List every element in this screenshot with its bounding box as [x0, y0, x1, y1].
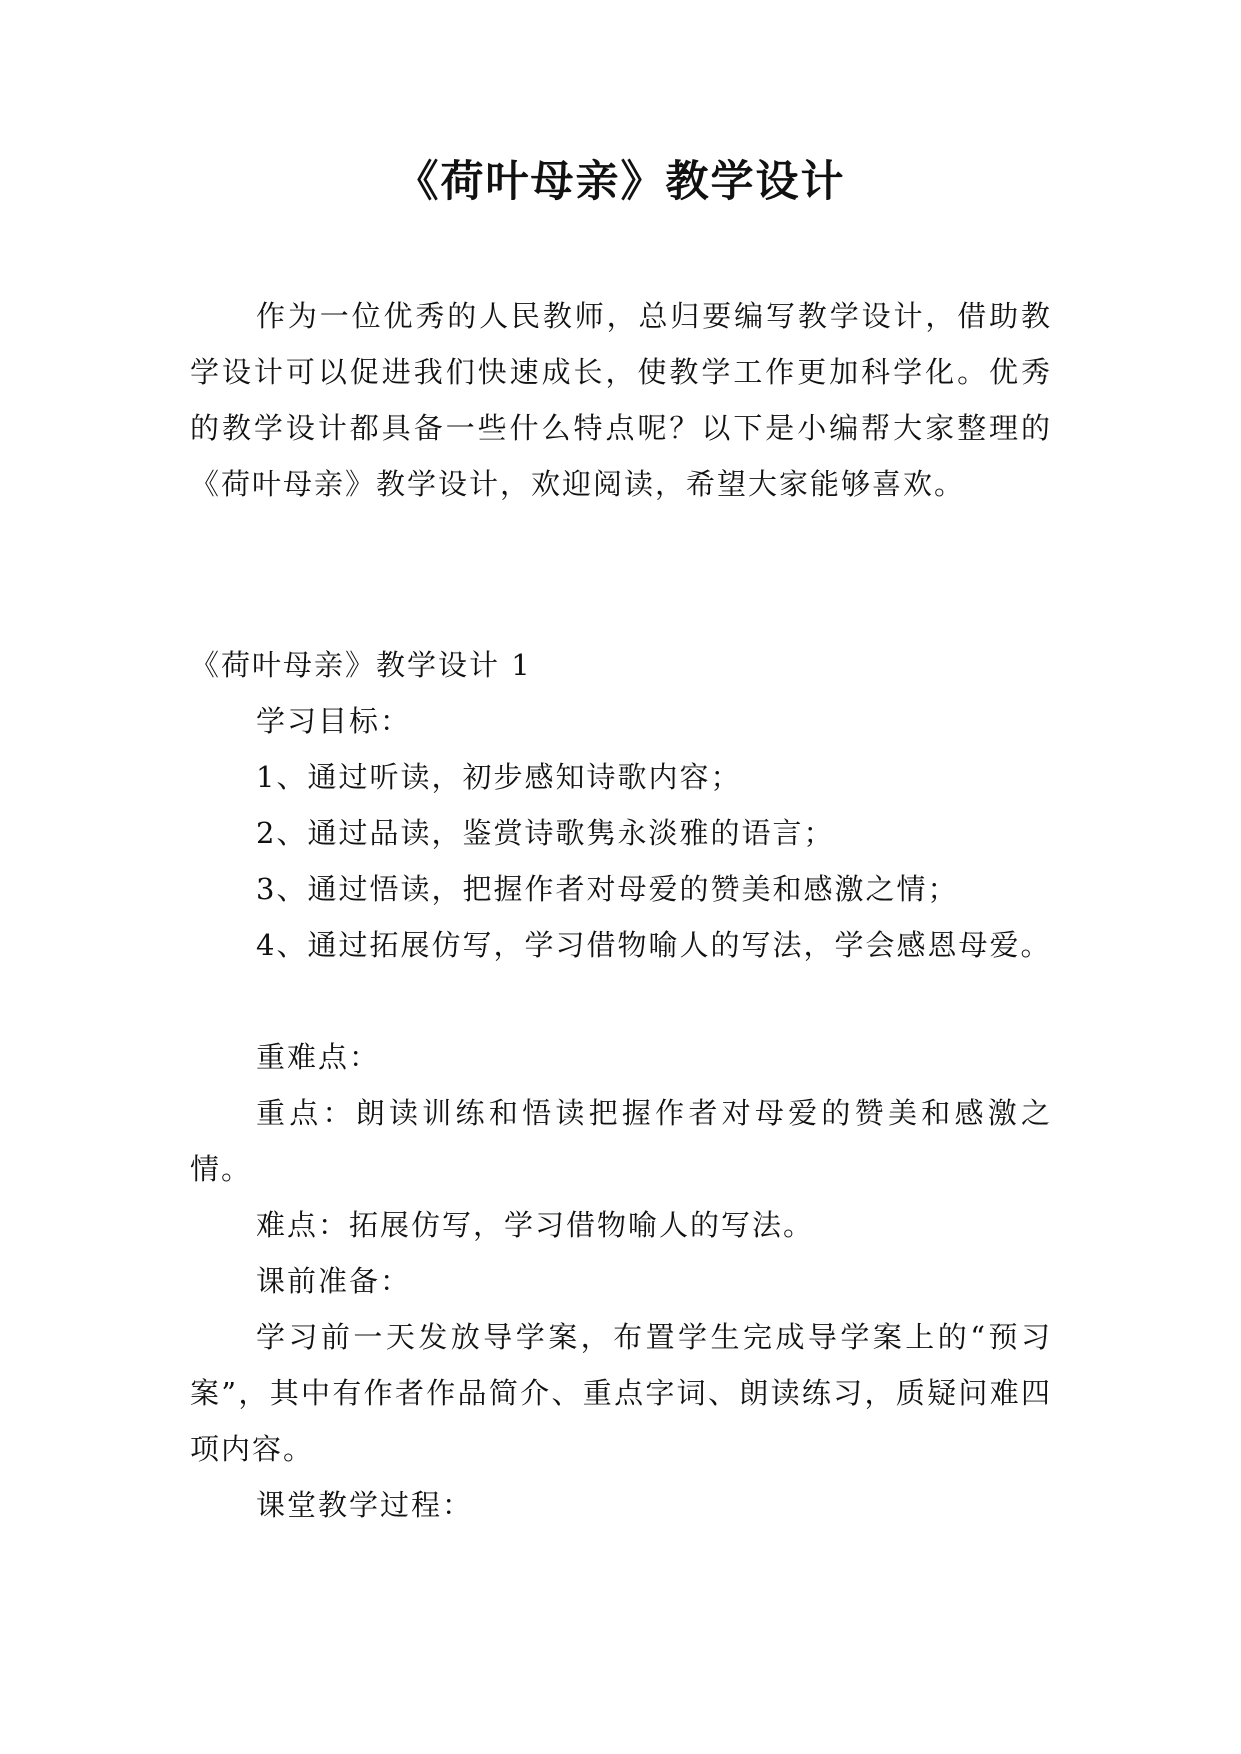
paragraph-class-process-label: 课堂教学过程： — [256, 1488, 474, 1522]
paragraph-preparation-label: 课前准备： — [256, 1264, 412, 1298]
paragraph-key-point: 重点：朗读训练和悟读把握作者对母爱的赞美和感激之情。 — [190, 1096, 1052, 1186]
paragraph-goal-2: 2、通过品读，鉴赏诗歌隽永淡雅的语言； — [256, 816, 835, 850]
document-title: 《荷叶母亲》教学设计 — [395, 157, 846, 207]
paragraph-learning-goals-label: 学习目标： — [256, 704, 412, 738]
paragraph-difficult-point: 难点：拓展仿写，学习借物喻人的写法。 — [256, 1208, 815, 1242]
paragraph-key-points-label: 重难点： — [256, 1040, 381, 1074]
paragraph-preparation: 学习前一天发放导学案，布置学生完成导学案上的“预习案”，其中有作者作品简介、重点字词、朗读练习，质疑问难四项内容。 — [190, 1320, 1052, 1466]
paragraph-goal-4: 4、通过拓展仿写，学习借物喻人的写法，学会感恩母爱。 — [256, 928, 1052, 962]
paragraph-goal-3: 3、通过悟读，把握作者对母爱的赞美和感激之情； — [256, 872, 959, 906]
intro-paragraph: 作为一位优秀的人民教师，总归要编写教学设计，借助教学设计可以促进我们快速成长，使教学工作更加科学化。优秀的教学设计都具备一些什么特点呢？以下是小编帮大家整理的《荷叶母亲》教学设计，欢迎阅读，希望大家能够喜欢。 — [190, 299, 1052, 501]
paragraph-goal-1: 1、通过听读，初步感知诗歌内容； — [256, 760, 742, 794]
section-heading: 《荷叶母亲》教学设计 1 — [190, 648, 532, 682]
